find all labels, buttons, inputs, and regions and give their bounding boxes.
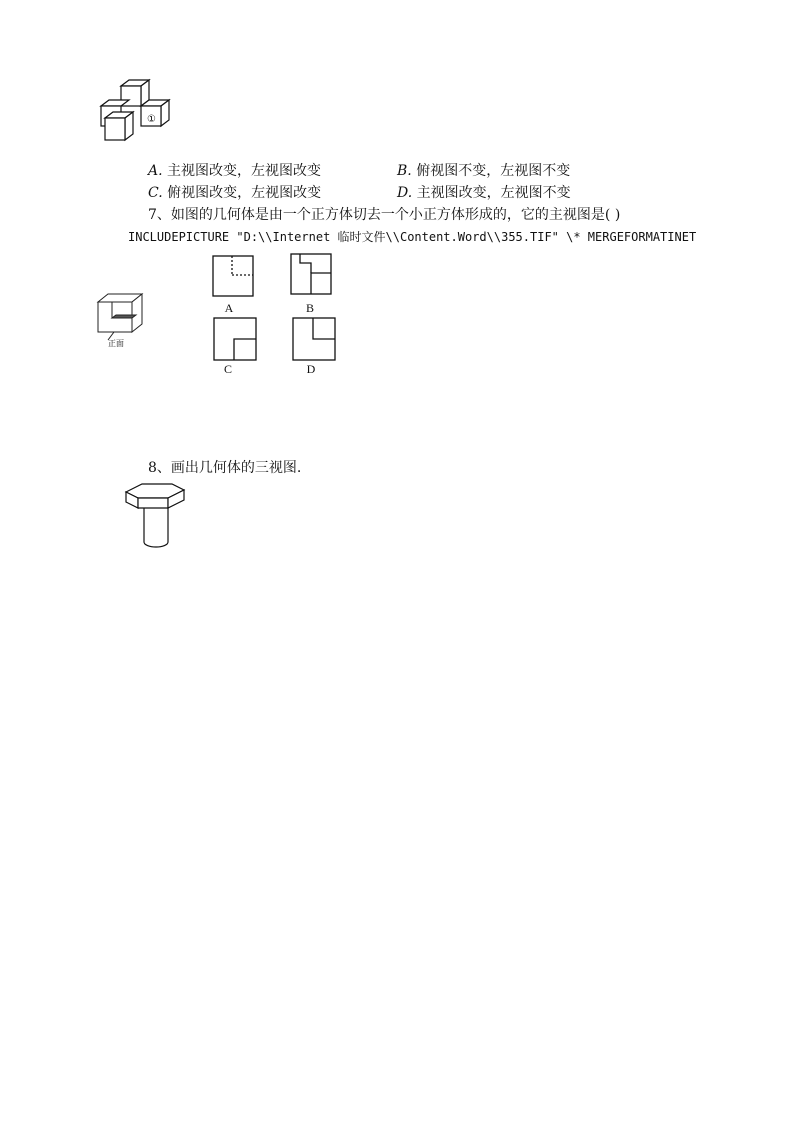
- option-letter: C.: [148, 185, 163, 201]
- choice-b-label: B: [305, 301, 314, 315]
- option-text: 主视图改变，左视图改变: [167, 163, 322, 179]
- choice-c-view: [213, 317, 257, 361]
- option-text: 俯视图改变，左视图改变: [167, 185, 322, 201]
- option-text: 主视图改变，左视图不变: [416, 185, 571, 201]
- q6-figure-label: ①: [147, 114, 156, 125]
- choice-b-view: [290, 253, 332, 295]
- front-label: 正面: [108, 339, 124, 348]
- q8-solid-figure: [122, 478, 192, 550]
- q6-option-d: [397, 183, 571, 203]
- choice-d-view: [292, 317, 336, 361]
- q7-question: 7、如图的几何体是由一个正方体切去一个小正方体形成的，它的主视图是( ): [148, 207, 621, 223]
- q6-cubes-figure: [97, 78, 187, 148]
- q6-option-c: [148, 183, 321, 203]
- option-text: 俯视图不变，左视图不变: [416, 163, 571, 179]
- q6-option-b: [397, 161, 570, 181]
- q8-question: 8、画出几何体的三视图.: [148, 460, 302, 476]
- choice-c-label: C: [223, 362, 232, 376]
- q7-cube-figure: [94, 290, 154, 350]
- choice-a-label: A: [224, 301, 234, 315]
- option-letter: A.: [148, 163, 163, 179]
- q6-option-a: [148, 161, 321, 181]
- choice-d-label: D: [306, 362, 316, 376]
- option-letter: B.: [397, 163, 412, 179]
- option-letter: D.: [397, 185, 413, 201]
- choice-a-view: [212, 255, 254, 297]
- q7-field-code: INCLUDEPICTURE "D:\\Internet 临时文件\\Content.Word\\355.TIF" \* MERGEFORMATINET: [128, 230, 697, 244]
